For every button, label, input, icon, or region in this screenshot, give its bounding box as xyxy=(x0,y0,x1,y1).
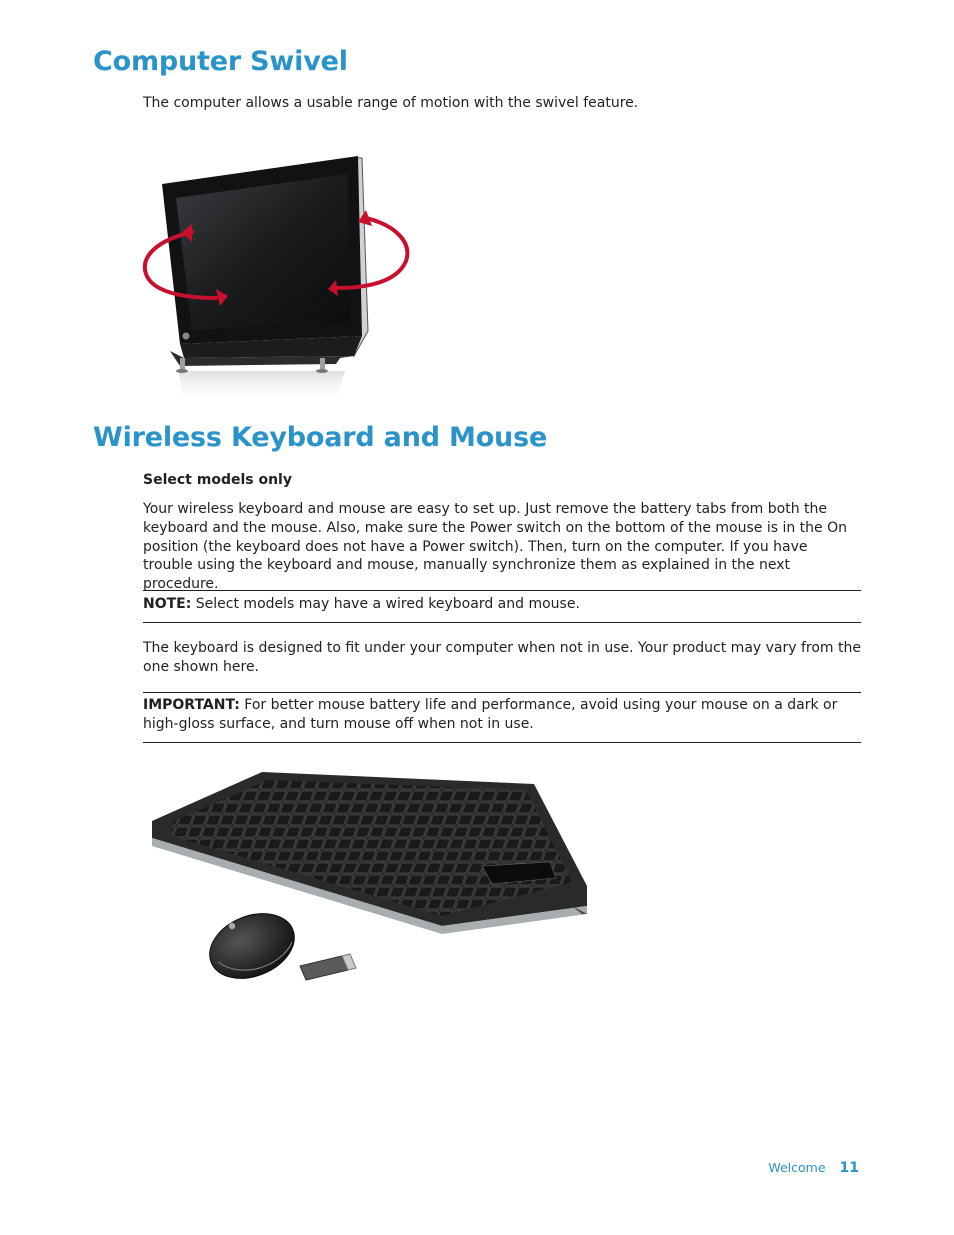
divider xyxy=(143,692,861,693)
swivel-intro: The computer allows a usable range of motion with the swivel feature. xyxy=(143,95,639,111)
page-footer xyxy=(768,1160,859,1176)
computer-swivel-image xyxy=(140,146,415,408)
keyboard-body-1: Your wireless keyboard and mouse are easy to set up. Just remove the battery tabs from both the keyboard and the mouse. Also, make sure the Power switch on the bottom of the mouse is in the On position (the keyboard does not have a Power switch). Then, turn on the computer. If you have trouble using the keyboard and mouse, manually synchronize them as explained in the next procedure. xyxy=(143,501,847,593)
important-label: IMPORTANT: xyxy=(143,697,240,713)
hp-logo-icon xyxy=(229,923,235,929)
footer-section: Welcome xyxy=(768,1160,826,1175)
section-title-swivel: Computer Swivel xyxy=(93,46,348,77)
keyboard-mouse-image xyxy=(142,766,592,994)
important-callout xyxy=(143,696,861,734)
hp-logo-icon xyxy=(183,333,190,340)
divider xyxy=(143,742,861,743)
section-title-keyboard: Wireless Keyboard and Mouse xyxy=(93,422,548,453)
divider xyxy=(143,590,861,591)
note-label: NOTE: xyxy=(143,596,192,612)
keyboard-body-2: The keyboard is designed to fit under your computer when not in use. Your product may vary from the one shown here. xyxy=(143,640,861,675)
important-text: For better mouse battery life and performance, avoid using your mouse on a dark or high-gloss surface, and turn mouse off when not in use. xyxy=(143,697,838,732)
note-callout xyxy=(143,595,861,614)
divider xyxy=(143,622,861,623)
note-text: Select models may have a wired keyboard and mouse. xyxy=(191,596,580,612)
models-subhead: Select models only xyxy=(143,472,292,488)
page-number: 11 xyxy=(839,1160,859,1176)
